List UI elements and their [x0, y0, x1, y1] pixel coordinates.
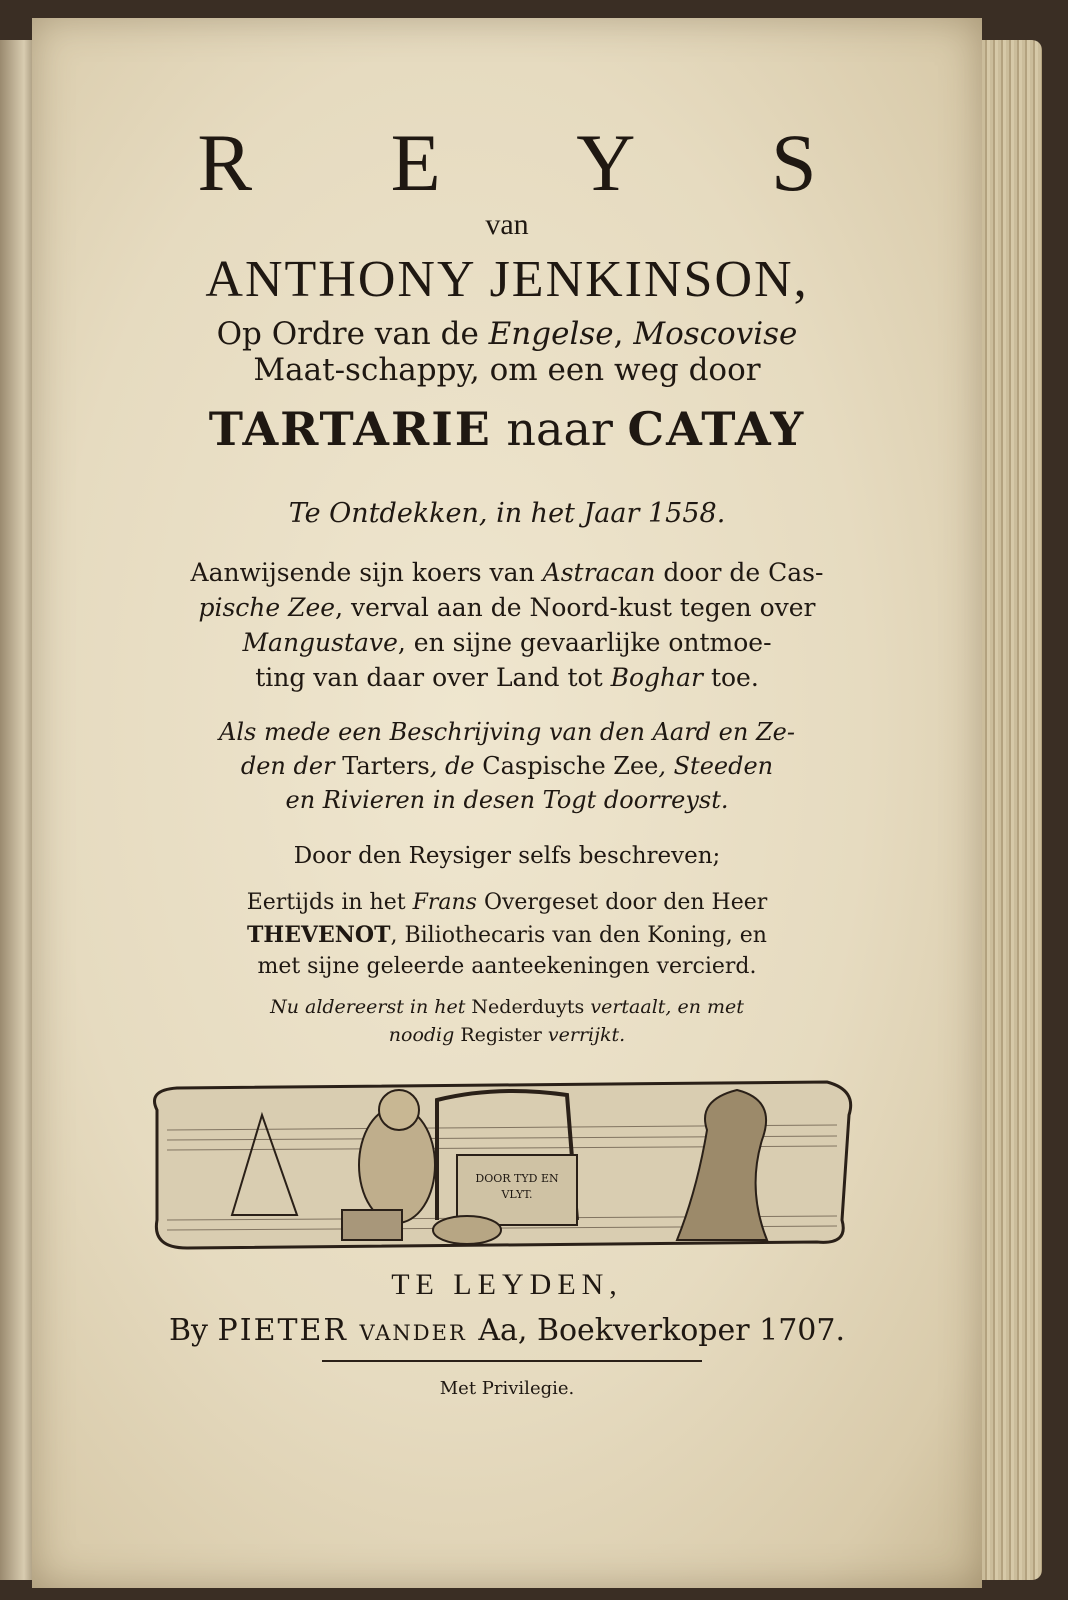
imprint-publisher: By PIETER vander Aa, Boekverkoper 1707.: [169, 1313, 845, 1348]
dutch-translation-line-2: noodig Register verrijkt.: [388, 1024, 626, 1046]
page-block-edge: [982, 40, 1042, 1580]
imprint-place: TE LEYDEN,: [391, 1268, 623, 1301]
route-line-4: ting van daar over Land tot Boghar toe.: [255, 663, 759, 692]
privilege-note: Met Privilegie.: [439, 1378, 575, 1399]
description-line-2: den der Tarters, de Caspische Zee, Steeden: [240, 752, 774, 780]
translation-line-3: met sijne geleerde aanteekeningen vercierd.: [257, 954, 757, 979]
description-line-3: en Rivieren in desen Togt doorreyst.: [285, 786, 729, 814]
author-note: Door den Reysiger selfs beschreven;: [293, 843, 721, 869]
imprint-rule: [322, 1360, 702, 1362]
route-line-2: pische Zee, verval aan de Noord-kust tegen over: [198, 593, 816, 622]
route-line-1: Aanwijsende sijn koers van Astracan door de Cas-: [190, 558, 824, 587]
discovery-year: Te Ontdekken, in het Jaar 1558.: [288, 498, 726, 529]
title-page: [32, 18, 982, 1588]
subtitle-line-1: Op Ordre van de Engelse, Moscovise: [216, 316, 798, 352]
book-title: R E Y S: [197, 117, 876, 208]
engraved-vignette: [137, 1070, 867, 1255]
translation-line-1: Eertijds in het Frans Overgeset door den Heer: [246, 890, 768, 915]
subtitle-tartarie: TARTARIE naar CATAY: [208, 402, 806, 456]
description-line-1: Als mede een Beschrijving van den Aard en Ze-: [219, 718, 795, 746]
title-van: van: [485, 208, 529, 241]
motto-line-2: VLYT.: [501, 1188, 533, 1201]
dutch-translation-line-1: Nu aldereerst in het Nederduyts vertaalt, en met: [270, 996, 744, 1018]
motto-line-1: DOOR TYD EN: [475, 1172, 559, 1185]
subtitle-line-2: Maat-schappy, om een weg door: [253, 352, 761, 388]
route-line-3: Mangustave, en sijne gevaarlijke ontmoe-: [242, 628, 772, 657]
translation-line-2: THEVENOT, Biliothecaris van den Koning, en: [247, 922, 767, 948]
author-name: ANTHONY JENKINSON,: [205, 251, 809, 308]
